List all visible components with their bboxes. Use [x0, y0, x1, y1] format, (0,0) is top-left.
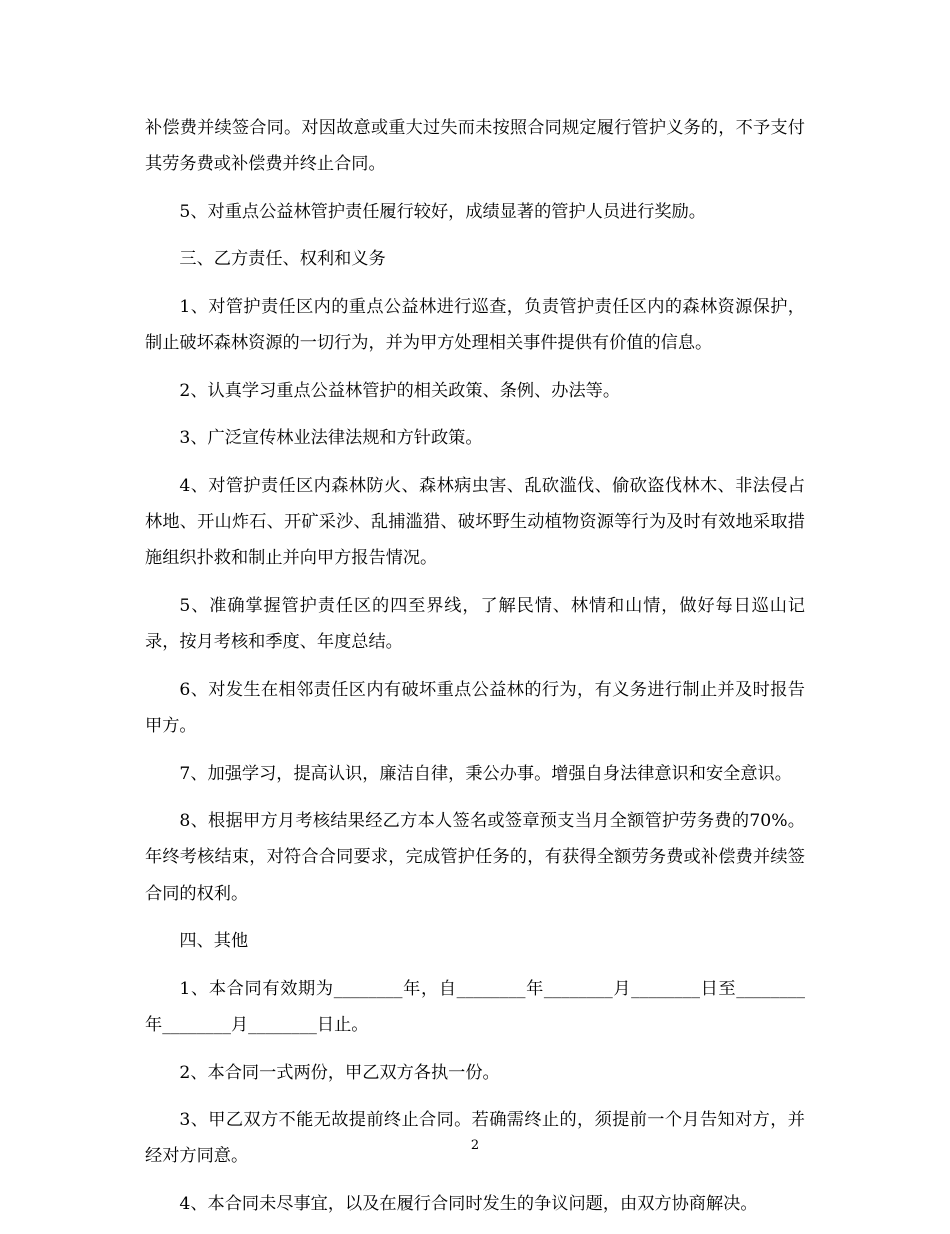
- paragraph-compensation-continued: 补偿费并续签合同。对因故意或重大过失而未按照合同规定履行管护义务的，不予支付其劳务费或补偿费并终止合同。: [145, 118, 805, 175]
- section-heading-party-b: 三、乙方责任、权利和义务: [179, 249, 386, 270]
- paragraph-other-item-3: 3、甲乙双方不能无故提前终止合同。若确需终止的，须提前一个月告知对方，并经对方同意。: [145, 1110, 805, 1167]
- paragraph-party-b-item-7: 7、加强学习，提高认识，廉洁自律，秉公办事。增强自身法律意识和安全意识。: [179, 763, 792, 784]
- paragraph-party-b-item-6: 6、对发生在相邻责任区内有破坏重点公益林的行为，有义务进行制止并及时报告甲方。: [145, 679, 805, 736]
- section-heading-other: 四、其他: [179, 931, 249, 952]
- paragraph-other-item-4: 4、本合同未尽事宜，以及在履行合同时发生的争议问题，由双方协商解决。: [179, 1193, 758, 1214]
- paragraph-party-b-item-3: 3、广泛宣传林业法律法规和方针政策。: [179, 428, 483, 449]
- paragraph-party-b-item-5: 5、准确掌握管护责任区的四至界线，了解民情、林情和山情，做好每日巡山记录，按月考核和季度、年度总结。: [145, 595, 805, 653]
- paragraph-party-a-item-5: 5、对重点公益林管护责任履行较好，成绩显著的管护人员进行奖励。: [179, 201, 706, 222]
- paragraph-other-item-1: 1、本合同有效期为________年，自________年________月________日至________年________月________日止。: [145, 978, 805, 1035]
- paragraph-party-b-item-2: 2、认真学习重点公益林管护的相关政策、条例、办法等。: [179, 380, 621, 401]
- document-body: [145, 110, 805, 1234]
- paragraph-party-b-item-1: 1、对管护责任区内的重点公益林进行巡查，负责管护责任区内的森林资源保护，制止破坏森林资源的一切行为，并为甲方处理相关事件提供有价值的信息。: [145, 296, 805, 354]
- page-number: 2: [470, 1138, 480, 1153]
- paragraph-party-b-item-8: 8、根据甲方月考核结果经乙方本人签名或签章预支当月全额管护劳务费的70%。年终考核结束，对符合合同要求，完成管护任务的，有获得全额劳务费或补偿费并续签合同的权利。: [145, 811, 805, 904]
- paragraph-party-b-item-4: 4、对管护责任区内森林防火、森林病虫害、乱砍滥伐、偷砍盗伐林木、非法侵占林地、开山炸石、开矿采沙、乱捕滥猎、破坏野生动植物资源等行为及时有效地采取措施组织扑救和制止并向甲方报告情况。: [145, 475, 805, 569]
- paragraph-other-item-2: 2、本合同一式两份，甲乙双方各执一份。: [179, 1062, 500, 1083]
